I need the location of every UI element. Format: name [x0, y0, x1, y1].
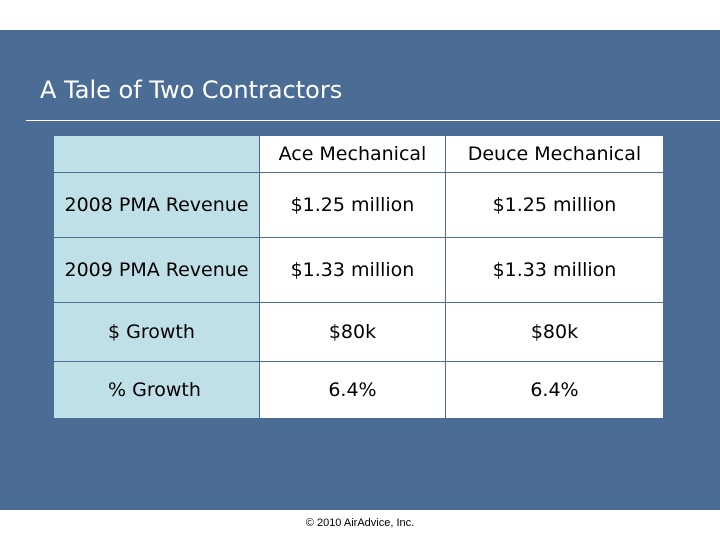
row-label: $ Growth [54, 303, 260, 362]
ace-value: 6.4% [260, 362, 446, 419]
deuce-value: $1.33 million [445, 238, 663, 303]
header-deuce-mechanical: Deuce Mechanical [445, 136, 663, 173]
table-header-row [54, 136, 664, 173]
deuce-value: $80k [445, 303, 663, 362]
header-blank-cell [54, 136, 260, 173]
row-label: % Growth [54, 362, 260, 419]
table-row [54, 173, 664, 238]
deuce-value: $1.25 million [445, 173, 663, 238]
ace-value: $1.33 million [260, 238, 446, 303]
table-row [54, 238, 664, 303]
title-divider [26, 120, 720, 121]
ace-value: $80k [260, 303, 446, 362]
ace-value: $1.25 million [260, 173, 446, 238]
copyright-footer: © 2010 AirAdvice, Inc. [0, 510, 720, 540]
table-row [54, 362, 664, 419]
comparison-table [53, 135, 664, 419]
row-label: 2009 PMA Revenue [54, 238, 260, 303]
row-label: 2008 PMA Revenue [54, 173, 260, 238]
slide-title: A Tale of Two Contractors [40, 76, 343, 104]
table-row [54, 303, 664, 362]
deuce-value: 6.4% [445, 362, 663, 419]
header-ace-mechanical: Ace Mechanical [260, 136, 446, 173]
